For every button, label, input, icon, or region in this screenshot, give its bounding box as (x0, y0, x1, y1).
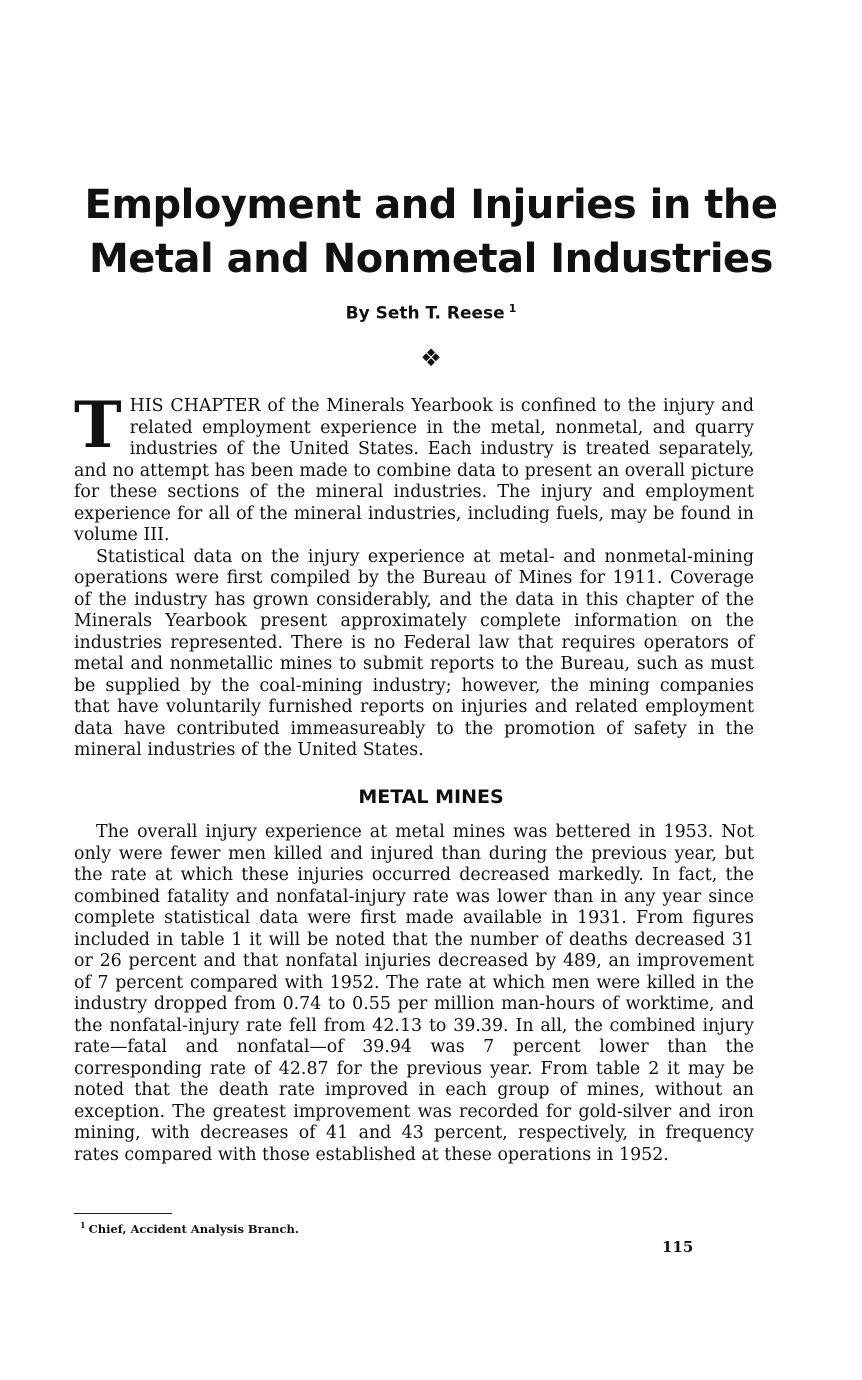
author-name: By Seth T. Reese (345, 303, 505, 324)
ornament-icon: ❖ (420, 344, 442, 372)
footnote-marker: 1 (80, 1220, 86, 1230)
byline (0, 302, 862, 324)
page-number: 115 (662, 1238, 694, 1256)
intro-paragraph-1-text: HIS CHAPTER of the Minerals Yearbook is confined to the injury and related employment experience in the metal, nonmetal, and quarry industries of the United States. Each industry is treated separately, and no attempt has been made to combine data to present an overall picture for these sections of the mineral industries. The injury and employment experience for all of the mineral industries, including fuels, may be found in volume III. (74, 396, 754, 545)
drop-cap: T (74, 388, 122, 463)
intro-paragraph-1 (74, 388, 754, 547)
footnote-divider (74, 1213, 172, 1214)
page-title: Employment and Injuries in the Metal and Nonmetal Industries (84, 182, 778, 282)
section-heading-metal-mines: METAL MINES (358, 786, 504, 808)
footnote-reference: 1 (508, 302, 517, 315)
footnote (80, 1220, 299, 1236)
metal-mines-section (74, 822, 754, 1166)
intro-paragraph-2: Statistical data on the injury experience at metal- and nonmetal-mining operations were first compiled by the Bureau of Mines for 1911. Coverage of the industry has grown considerably, and the data in this chapter of the Minerals Yearbook present approximately complete information on the industries represented. There is no Federal law that requires operators of metal and nonmetallic mines to submit reports to the Bureau, such as must be supplied by the coal-mining industry; however, the mining companies that have voluntarily furnished reports on injuries and related employment data have contributed immeasureably to the promotion of safety in the mineral industries of the United States. (74, 546, 754, 760)
intro-section (74, 388, 754, 762)
footnote-text: Chief, Accident Analysis Branch. (88, 1221, 299, 1236)
metal-mines-paragraph: The overall injury experience at metal mines was bettered in 1953. Not only were fewer men killed and injured than during the previous year, but the rate at which these injuries occurred decreased markedly. In fact, the combined fatality and nonfatal-injury rate was lower than in any year since complete statistical data were first made available in 1931. From figures included in table 1 it will be noted that the number of deaths decreased 31 or 26 percent and that nonfatal injuries decreased by 489, an improvement of 7 percent compared with 1952. The rate at which men were killed in the industry dropped from 0.74 to 0.55 per million man-hours of worktime, and the nonfatal-injury rate fell from 42.13 to 39.39. In all, the combined injury rate—fatal and nonfatal—of 39.94 was 7 percent lower than the corresponding rate of 42.87 for the previous year. From table 2 it may be noted that the death rate improved in each group of mines, without an exception. The greatest improvement was recorded for gold-silver and iron mining, with decreases of 41 and 43 percent, respectively, in frequency rates compared with those established at these operations in 1952. (74, 822, 754, 1165)
